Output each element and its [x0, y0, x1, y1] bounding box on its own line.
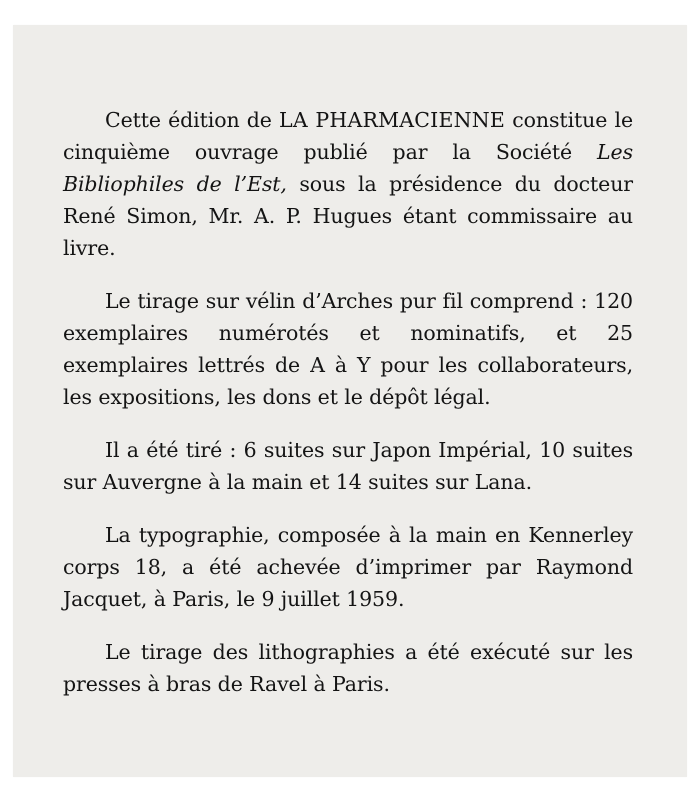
paragraph-suites: Il a été tiré : 6 suites sur Japon Impérial, 10 suites sur Auvergne à la main et 14 suites sur Lana.	[63, 438, 633, 494]
edition-text-end: sous la présidence du docteur René Simon, Mr. A. P. Hugues étant commissaire au livre.	[63, 172, 633, 260]
society-name: Les Bibliophiles de l’Est,	[63, 140, 633, 196]
edition-text: constitue le cinquième ouvrage publié par la Société	[63, 108, 633, 164]
paragraph-lithographs: Le tirage des lithographies a été exécuté sur les presses à bras de Ravel à Paris.	[63, 640, 633, 696]
paragraph-typography: La typographie, composée à la main en Kennerley corps 18, a été achevée d’imprimer par Raymond Jacquet, à Paris, le 9 juillet 1959.	[63, 523, 633, 611]
book-title: LA PHARMACIENNE	[279, 108, 506, 132]
paragraph-print-run: Le tirage sur vélin d’Arches pur fil comprend : 120 exemplaires numérotés et nominatifs, et 25 exemplaires lettrés de A à Y pour les collaborateurs, les expositions, les dons et le dépôt légal.	[63, 289, 633, 409]
paragraph-edition	[63, 104, 633, 264]
edition-intro: Cette édition de	[105, 108, 280, 132]
colophon-text	[63, 104, 633, 700]
